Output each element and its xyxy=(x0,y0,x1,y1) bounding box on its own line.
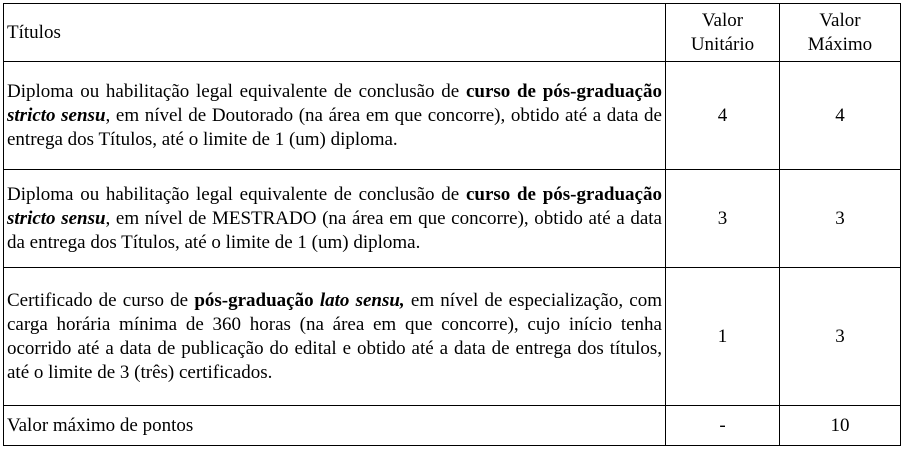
row-description: Diploma ou habilitação legal equivalente de conclusão de curso de pós-graduação stricto sensu, em nível de Doutorado (na área em que concorre), obtido até a data de entrega dos Títulos, até o limite de 1 (um) diploma. xyxy=(4,62,666,170)
row-valor-maximo: 4 xyxy=(780,62,901,170)
table-row xyxy=(4,170,901,268)
row-description: Certificado de curso de pós-graduação lato sensu, em nível de especialização, com carga horária mínima de 360 horas (na área em que concorre), cujo início tenha ocorrido até a data de publicação do edital e obtido até a data de entrega dos títulos, até o limite de 3 (três) certificados. xyxy=(4,268,666,406)
row-description: Diploma ou habilitação legal equivalente de conclusão de curso de pós-graduação stricto sensu, em nível de MESTRADO (na área em que concorre), obtido até a data da entrega dos Títulos, até o limite de 1 (um) diploma. xyxy=(4,170,666,268)
row-valor-maximo: 3 xyxy=(780,170,901,268)
table-row xyxy=(4,62,901,170)
header-valor-maximo: Valor Máximo xyxy=(780,4,901,62)
total-valor-unitario: - xyxy=(666,406,780,446)
header-titulos: Títulos xyxy=(4,4,666,62)
total-valor-maximo: 10 xyxy=(780,406,901,446)
header-valor-unitario: Valor Unitário xyxy=(666,4,780,62)
table-row xyxy=(4,268,901,406)
row-valor-unitario: 1 xyxy=(666,268,780,406)
titles-score-table xyxy=(3,3,901,446)
row-valor-unitario: 3 xyxy=(666,170,780,268)
row-valor-maximo: 3 xyxy=(780,268,901,406)
row-valor-unitario: 4 xyxy=(666,62,780,170)
table-header-row xyxy=(4,4,901,62)
total-label: Valor máximo de pontos xyxy=(4,406,666,446)
table-total-row xyxy=(4,406,901,446)
